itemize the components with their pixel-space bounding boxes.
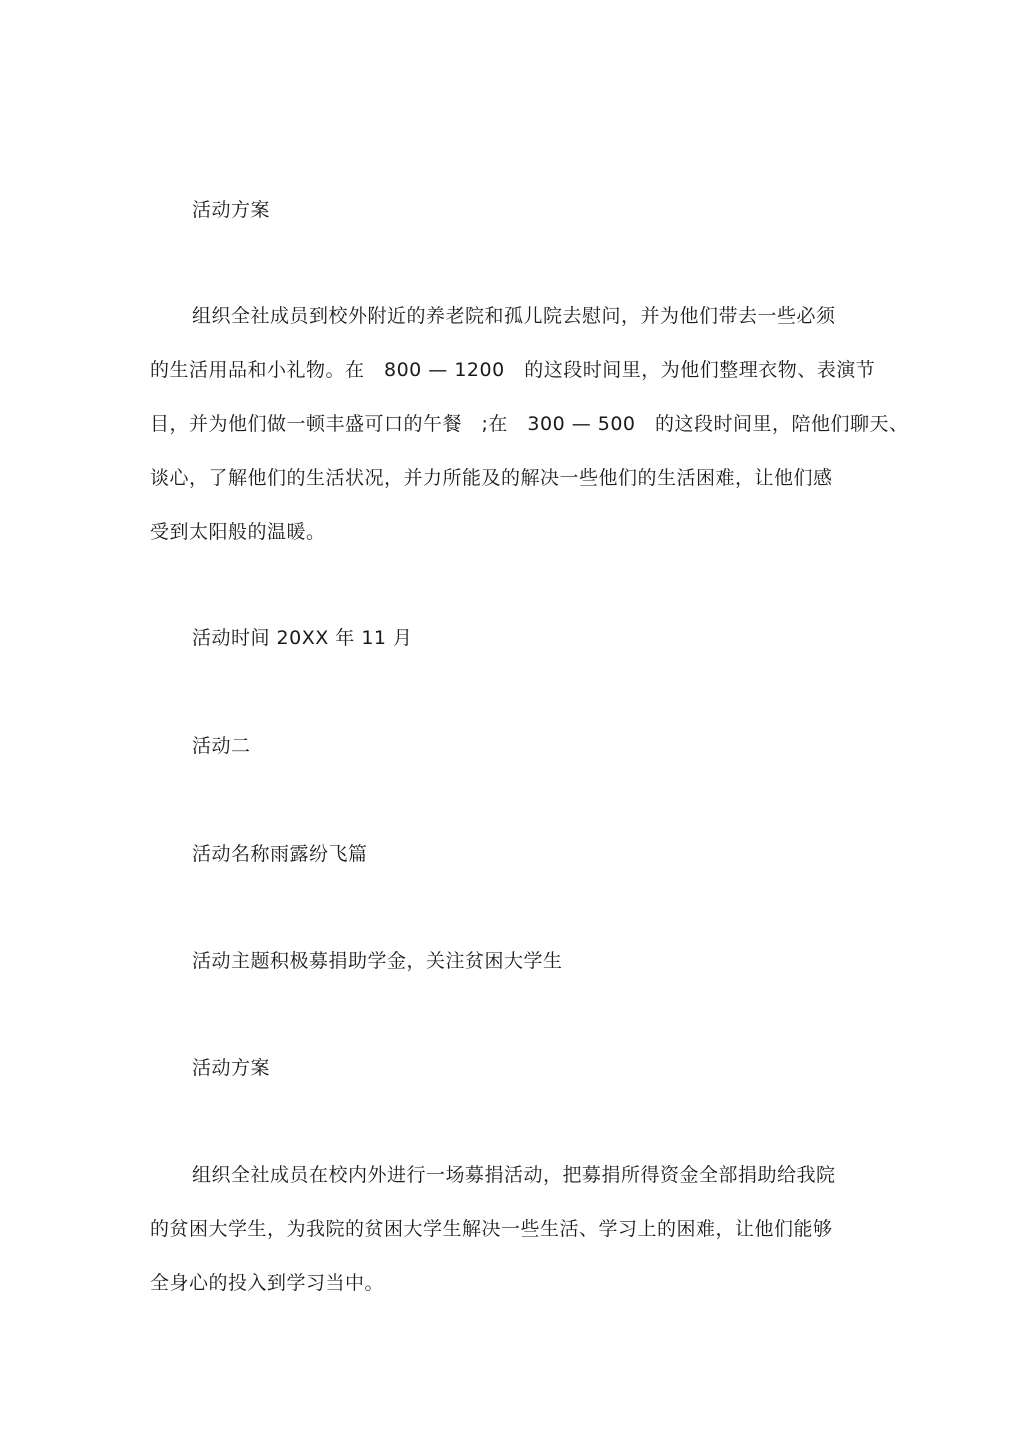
section2-title: 活动二 [192, 735, 251, 757]
activity-theme-line: 活动主题积极募捐助学金，关注贫困大学生 [192, 950, 563, 972]
section1-paragraph-line: 组织全社成员到校外附近的养老院和孤儿院去慰问，并为他们带去一些必须 [192, 305, 836, 327]
section2-paragraph-line: 的贫困大学生，为我院的贫困大学生解决一些生活、学习上的困难，让他们能够 [150, 1218, 833, 1240]
section1-paragraph-line: 受到太阳般的温暖。 [150, 521, 326, 543]
section2-plan-heading: 活动方案 [192, 1057, 271, 1079]
section1-paragraph-line: 谈心，了解他们的生活状况，并力所能及的解决一些他们的生活困难，让他们感 [150, 467, 833, 489]
activity-name-line: 活动名称雨露纷飞篇 [192, 843, 368, 865]
section1-paragraph-line: 目，并为他们做一顿丰盛可口的午餐 ;在 300 — 500 的这段时间里，陪他们聊天、 [150, 413, 909, 435]
section1-heading: 活动方案 [192, 199, 271, 221]
activity-time-line: 活动时间 20XX 年 11 月 [192, 627, 413, 649]
section1-paragraph-line: 的生活用品和小礼物。在 800 — 1200 的这段时间里，为他们整理衣物、表演节 [150, 359, 876, 381]
section2-paragraph-line: 全身心的投入到学习当中。 [150, 1272, 385, 1294]
section2-paragraph-line: 组织全社成员在校内外进行一场募捐活动，把募捐所得资金全部捐助给我院 [192, 1164, 836, 1186]
